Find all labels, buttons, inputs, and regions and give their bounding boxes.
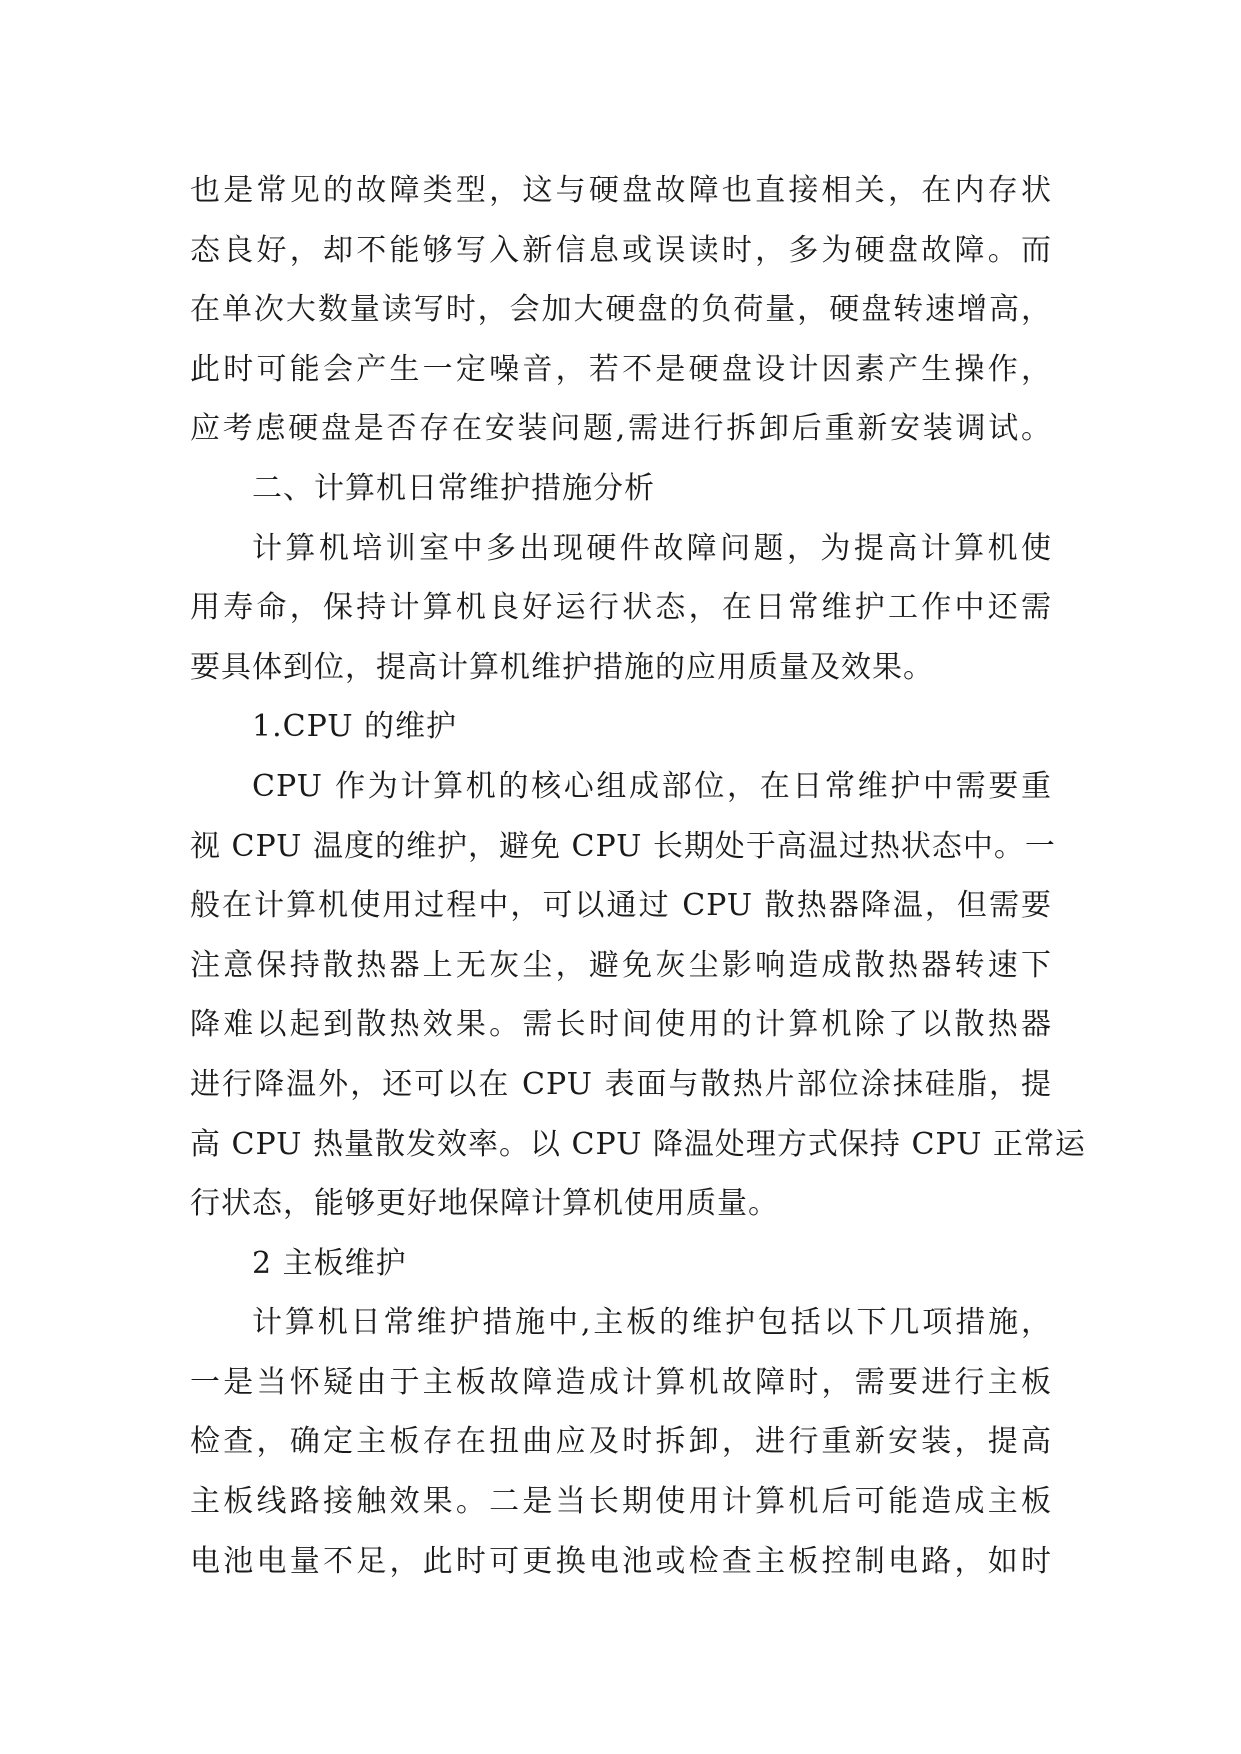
subsection-heading: 1.CPU 的维护 (252, 709, 458, 745)
body-line: 进行降温外，还可以在 CPU 表面与散热片部位涂抹硅脂，提 (190, 1066, 1052, 1102)
body-line: 高 CPU 热量散发效率。以 CPU 降温处理方式保持 CPU 正常运 (190, 1126, 1086, 1162)
body-line: 般在计算机使用过程中，可以通过 CPU 散热器降温，但需要 (190, 888, 1052, 924)
body-line: 态良好，却不能够写入新信息或误读时，多为硬盘故障。而 (190, 232, 1052, 268)
body-line: 检查，确定主板存在扭曲应及时拆卸，进行重新安装，提高 (190, 1424, 1052, 1460)
body-line: 此时可能会产生一定噪音，若不是硬盘设计因素产生操作， (190, 351, 1052, 387)
body-line: 电池电量不足，此时可更换电池或检查主板控制电路，如时 (190, 1543, 1052, 1579)
body-line: 一是当怀疑由于主板故障造成计算机故障时，需要进行主板 (190, 1364, 1052, 1400)
body-line: 计算机日常维护措施中,主板的维护包括以下几项措施， (252, 1305, 1052, 1341)
body-line: 降难以起到散热效果。需长时间使用的计算机除了以散热器 (190, 1007, 1052, 1043)
body-line: 在单次大数量读写时，会加大硬盘的负荷量，硬盘转速增高， (190, 292, 1052, 328)
body-line: 视 CPU 温度的维护，避免 CPU 长期处于高温过热状态中。一 (190, 828, 1056, 864)
body-line: 行状态，能够更好地保障计算机使用质量。 (190, 1186, 779, 1222)
body-line: 主板线路接触效果。二是当长期使用计算机后可能造成主板 (190, 1484, 1052, 1520)
subsection-heading: 2 主板维护 (252, 1245, 407, 1281)
body-line: 也是常见的故障类型，这与硬盘故障也直接相关，在内存状 (190, 173, 1052, 208)
body-line: 要具体到位，提高计算机维护措施的应用质量及效果。 (190, 649, 934, 685)
body-line: 应考虑硬盘是否存在安装问题,需进行拆卸后重新安装调试。 (190, 411, 1052, 447)
body-line: 用寿命，保持计算机良好运行状态，在日常维护工作中还需 (190, 590, 1052, 626)
document-body (190, 161, 1086, 1591)
body-line: 计算机培训室中多出现硬件故障问题，为提高计算机使 (252, 530, 1052, 566)
body-line: CPU 作为计算机的核心组成部位，在日常维护中需要重 (252, 768, 1052, 804)
body-line: 注意保持散热器上无灰尘，避免灰尘影响造成散热器转速下 (190, 947, 1052, 983)
section-heading: 二、计算机日常维护措施分析 (252, 470, 655, 506)
